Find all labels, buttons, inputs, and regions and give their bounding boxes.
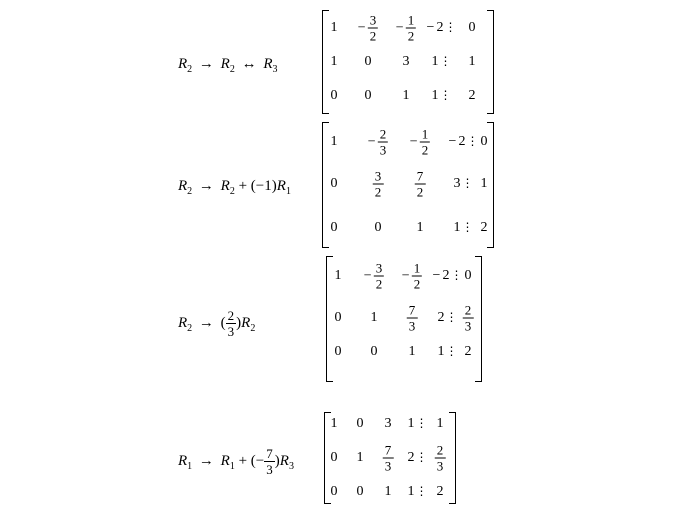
- matrix-entry: 1⋮: [407, 416, 428, 431]
- matrix-entry: 1: [370, 310, 378, 325]
- augment-separator: ⋮: [466, 134, 479, 149]
- matrix-entry: 1: [408, 344, 416, 359]
- augment-separator: ⋮: [415, 416, 428, 430]
- fraction: $\frac{7}{3}$: [384, 442, 392, 474]
- matrix-entry: − 2⋮: [432, 267, 463, 284]
- fraction: $\frac{1}{2}$: [421, 126, 429, 158]
- fraction: $\frac{1}{2}$: [413, 260, 421, 292]
- augment-separator: ⋮: [461, 220, 474, 234]
- augmented-entry: [463, 303, 474, 334]
- minus-sign: −: [448, 133, 457, 149]
- right-bracket: [487, 122, 494, 248]
- fraction: $\frac{3}{2}$: [369, 12, 377, 44]
- augmented-entry: 1: [468, 54, 476, 69]
- matrix-entry: 1: [330, 416, 338, 431]
- matrix-entry: [415, 169, 426, 200]
- minus-sign: −: [395, 20, 404, 35]
- matrix-entry: 1: [384, 484, 392, 499]
- matrix-entry: 0: [370, 344, 378, 359]
- matrix-entry: 0: [364, 54, 372, 69]
- matrix-entry: 1: [402, 88, 410, 103]
- matrix-entry: 0: [330, 176, 338, 191]
- augment-separator: ⋮: [415, 450, 428, 464]
- augment-separator: ⋮: [445, 344, 458, 358]
- row-operation-4: $R_1 \to R_1$ + (− $\frac{7}{3}$ )$R_3$: [178, 446, 294, 477]
- fraction: $\frac{7}{3}$: [408, 302, 416, 334]
- minus-sign: −: [357, 20, 366, 35]
- matrix-entry: 0: [356, 484, 364, 499]
- matrix-entry: 2⋮: [437, 310, 458, 325]
- right-bracket: [487, 10, 494, 114]
- augment-separator: ⋮: [461, 176, 474, 190]
- matrix-entry: 3: [384, 416, 392, 431]
- minus-sign: −: [367, 134, 376, 149]
- augment-separator: ⋮: [439, 88, 452, 102]
- matrix-entry: 1⋮: [431, 88, 452, 103]
- left-bracket: [322, 122, 329, 248]
- augmented-matrix-3: [326, 256, 482, 382]
- matrix-entry: [364, 261, 384, 292]
- matrix-entry: [396, 13, 416, 44]
- fraction: $\frac{2}{3}$: [379, 126, 387, 158]
- matrix-entry: 0: [364, 88, 372, 103]
- matrix-entry: [383, 443, 394, 474]
- augment-separator: ⋮: [445, 310, 458, 324]
- minus-sign: −: [363, 268, 372, 283]
- augmented-entry: 0: [464, 268, 472, 283]
- right-bracket: [449, 412, 456, 504]
- augmented-entry: 2: [436, 484, 444, 499]
- row-operation-3: $R_2$ → ( $\frac{2}{3}$ )$R_2$: [178, 308, 256, 339]
- left-bracket: [322, 10, 329, 114]
- matrix-entry: 0: [356, 416, 364, 431]
- scalar-fraction: $\frac{2}{3}$: [227, 308, 235, 339]
- matrix-entry: 0: [330, 88, 338, 103]
- matrix-entry: 0: [330, 450, 338, 465]
- matrix-entry: 0: [374, 220, 382, 235]
- matrix-entry: 1⋮: [437, 344, 458, 359]
- augmented-entry: 1: [436, 416, 444, 431]
- left-bracket: [326, 256, 333, 382]
- fraction: $\frac{7}{2}$: [416, 168, 424, 200]
- augmented-matrix-4: [324, 412, 456, 504]
- matrix-entry: 3: [402, 54, 410, 69]
- matrix-entry: 0: [330, 484, 338, 499]
- matrix-entry: 2⋮: [407, 450, 428, 465]
- augment-separator: ⋮: [439, 54, 452, 68]
- fraction: $\frac{2}{3}$: [464, 302, 472, 334]
- row-operation-1: $R_2 \to R_2$ ↔ $R_3$: [178, 56, 278, 75]
- augmented-entry: 0: [468, 20, 476, 35]
- minus-sign: −: [401, 268, 410, 283]
- augmented-entry: 0: [480, 134, 488, 149]
- minus-sign: −: [432, 267, 441, 283]
- matrix-entry: − 2⋮: [426, 19, 457, 36]
- augment-separator: ⋮: [450, 268, 463, 283]
- row-operation-2: $R_2 \to R_2 + (-1)R_1$: [178, 178, 291, 197]
- right-bracket: [475, 256, 482, 382]
- matrix-entry: [358, 13, 378, 44]
- fraction: $\frac{3}{2}$: [374, 168, 382, 200]
- matrix-entry: 0: [334, 344, 342, 359]
- augmented-entry: 2: [480, 220, 488, 235]
- matrix-entry: 0: [330, 220, 338, 235]
- minus-sign: −: [426, 19, 435, 35]
- augmented-matrix-1: [322, 10, 494, 114]
- augmented-matrix-2: [322, 122, 494, 248]
- augment-separator: ⋮: [415, 484, 428, 498]
- matrix-entry: 3⋮: [453, 176, 474, 191]
- fraction: $\frac{1}{2}$: [407, 12, 415, 44]
- augmented-entry: 2: [468, 88, 476, 103]
- fraction: $\frac{2}{3}$: [436, 442, 444, 474]
- matrix-entry: 1: [330, 20, 338, 35]
- matrix-entry: − 2⋮: [448, 133, 479, 150]
- fraction: $\frac{3}{2}$: [375, 260, 383, 292]
- matrix-entry: 1⋮: [453, 220, 474, 235]
- matrix-entry: 0: [334, 310, 342, 325]
- augment-separator: ⋮: [444, 20, 457, 35]
- augmented-entry: 2: [464, 344, 472, 359]
- matrix-entry: [407, 303, 418, 334]
- matrix-entry: 1: [356, 450, 364, 465]
- matrix-entry: [402, 261, 422, 292]
- matrix-entry: 1: [330, 134, 338, 149]
- matrix-entry: 1: [416, 220, 424, 235]
- minus-sign: −: [409, 134, 418, 149]
- matrix-entry: [373, 169, 384, 200]
- scalar-fraction: $\frac{7}{3}$: [266, 446, 273, 477]
- augmented-entry: 1: [480, 176, 488, 191]
- matrix-entry: 1⋮: [407, 484, 428, 499]
- augmented-entry: [435, 443, 446, 474]
- matrix-entry: 1: [330, 54, 338, 69]
- matrix-entry: [410, 127, 430, 158]
- matrix-entry: 1: [334, 268, 342, 283]
- matrix-entry: [368, 127, 388, 158]
- matrix-entry: 1⋮: [431, 54, 452, 69]
